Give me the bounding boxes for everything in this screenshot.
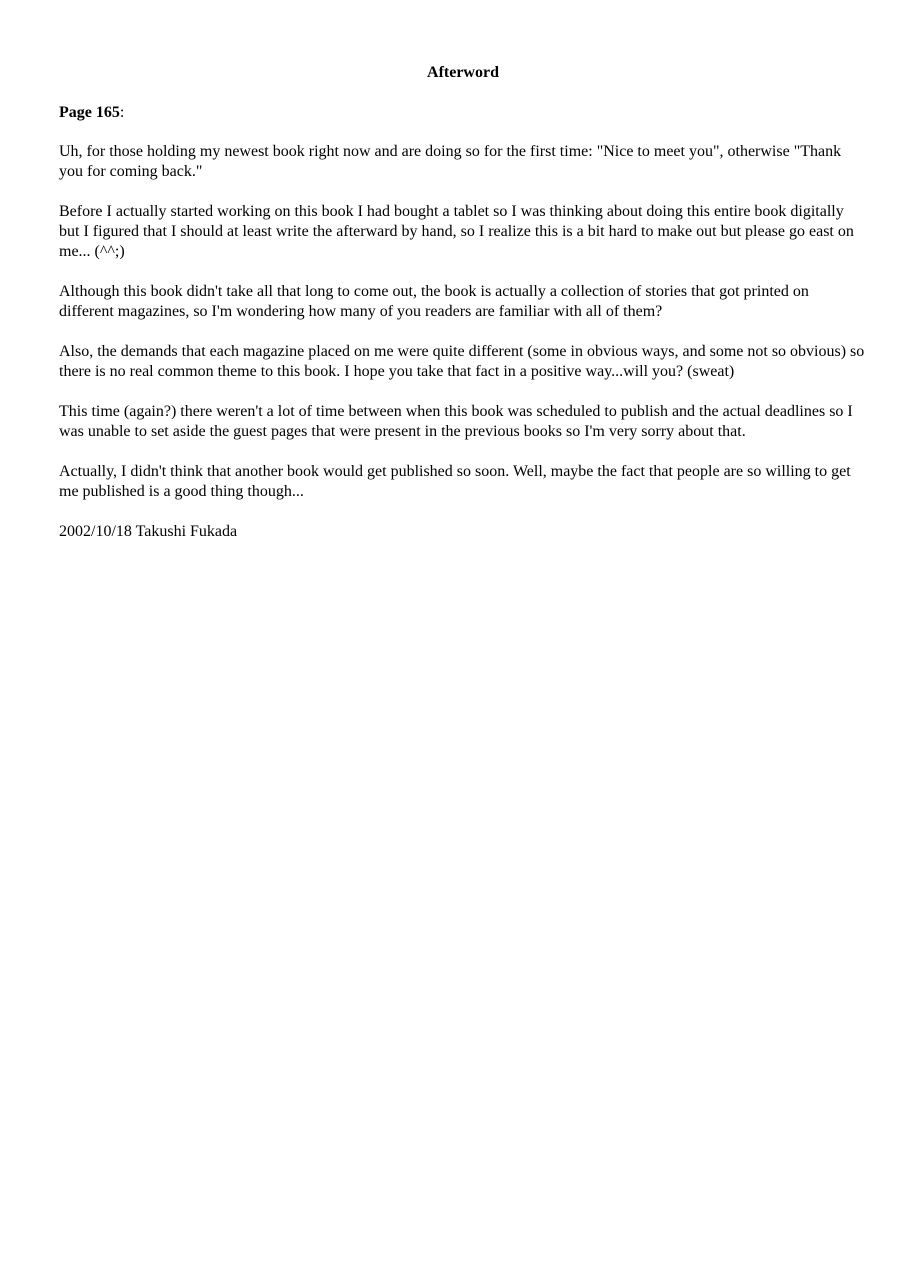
paragraph-demands: Also, the demands that each magazine placed on me were quite different (some in obvious ways, and some not so obvious) so there is no real common theme to this book. I hope you take that fact in a positive way...will you? (sweat) <box>59 343 865 380</box>
paragraph-tablet: Before I actually started working on this book I had bought a tablet so I was thinking about doing this entire book digitally but I figured that I should at least write the afterward by hand, so I realize this is a bit hard to make out but please go east on me... (^^;) <box>59 203 854 260</box>
page-title: Afterword <box>427 64 499 81</box>
paragraph-guest-pages: This time (again?) there weren't a lot of time between when this book was scheduled to publish and the actual deadlines so I was unable to set aside the guest pages that were present in the previous books so I'm very sorry about that. <box>59 403 853 440</box>
afterword-page <box>59 62 867 542</box>
page-reference <box>59 103 867 123</box>
paragraph-collection: Although this book didn't take all that long to come out, the book is actually a collection of stories that got printed on different magazines, so I'm wondering how many of you readers are familiar with all of them? <box>59 283 809 320</box>
paragraph-published: Actually, I didn't think that another book would get published so soon. Well, maybe the fact that people are so willing to get me published is a good thing though... <box>59 463 851 500</box>
paragraph-greeting: Uh, for those holding my newest book right now and are doing so for the first time: "Nice to meet you", otherwise "Thank you for coming back." <box>59 143 842 180</box>
page-number-suffix: : <box>119 104 125 121</box>
signature-date-author: 2002/10/18 Takushi Fukada <box>59 523 238 540</box>
page-number-label: Page 165 <box>59 104 120 121</box>
